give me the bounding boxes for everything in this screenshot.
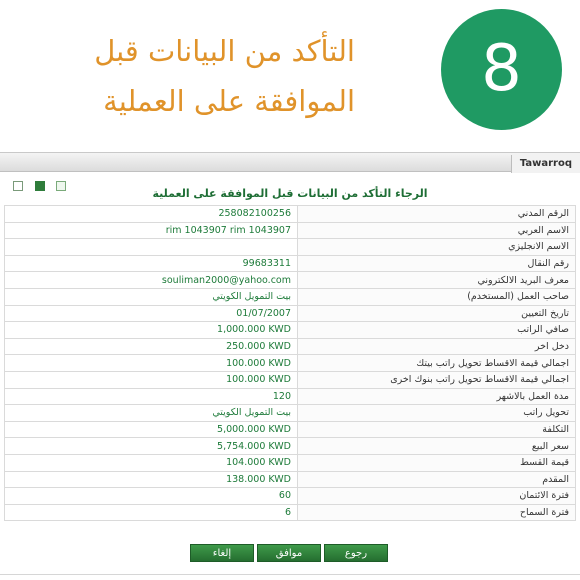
back-button[interactable]: رجوع [324,544,388,562]
table-row [5,222,576,239]
field-value: 104.000 KWD [5,454,298,471]
field-label: قيمة القسط [298,454,576,471]
field-value: 258082100256 [5,206,298,223]
field-value: 100.000 KWD [5,371,298,388]
field-label: التكلفة [298,421,576,438]
field-value: 99683311 [5,255,298,272]
field-value: 60 [5,488,298,505]
table-row [5,438,576,455]
field-label: صافي الراتب [298,322,576,339]
app-tab[interactable]: Tawarroq [511,155,580,173]
table-row [5,471,576,488]
table-row [5,239,576,256]
field-label: سعر البيع [298,438,576,455]
field-label: اجمالي قيمة الاقساط تحويل راتب بيتك [298,355,576,372]
form-title: الرجاء التأكد من البيانات قبل الموافقة على العملية [152,187,428,200]
field-label: المقدم [298,471,576,488]
table-row [5,488,576,505]
field-label: فترة الائتمان [298,488,576,505]
table-row [5,371,576,388]
field-label: الاسم العربي [298,222,576,239]
table-row [5,355,576,372]
field-label: فترة السماح [298,504,576,521]
app-window [0,150,580,580]
field-label: دخل اخر [298,338,576,355]
cancel-button[interactable]: إلغاء [190,544,254,562]
field-value: بيت التمويل الكويتي [5,405,298,422]
field-label: مدة العمل بالاشهر [298,388,576,405]
confirm-button[interactable]: موافق [257,544,321,562]
field-label: رقم النقال [298,255,576,272]
table-row [5,288,576,305]
field-label: معرف البريد الالكتروني [298,272,576,289]
instruction-banner [0,0,580,150]
field-label: الرقم المدني [298,206,576,223]
field-label: صاحب العمل (المستخدم) [298,288,576,305]
table-row [5,322,576,339]
table-row [5,421,576,438]
table-row [5,504,576,521]
field-value: 250.000 KWD [5,338,298,355]
field-value: بيت التمويل الكويتي [5,288,298,305]
table-row [5,454,576,471]
table-row [5,388,576,405]
table-row [5,405,576,422]
table-row [5,272,576,289]
banner-title-line1: التأكد من البيانات قبل [94,34,355,68]
field-value: 100.000 KWD [5,355,298,372]
field-label: الاسم الانجليزي [298,239,576,256]
table-row [5,305,576,322]
table-row [5,338,576,355]
field-label: تاريخ التعيين [298,305,576,322]
field-value: 1,000.000 KWD [5,322,298,339]
field-value: 5,000.000 KWD [5,421,298,438]
action-buttons [0,544,580,564]
details-table [4,205,576,521]
app-topbar [0,152,580,172]
field-value: 120 [5,388,298,405]
field-value: rim 1043907 rim 1043907 [5,222,298,239]
field-value [5,239,298,256]
footer-divider [0,574,580,575]
step-number-badge: 8 [441,9,562,130]
banner-title-line2: الموافقة على العملية [103,84,355,118]
field-value: 5,754.000 KWD [5,438,298,455]
field-value: 01/07/2007 [5,305,298,322]
field-value: 6 [5,504,298,521]
field-value: 138.000 KWD [5,471,298,488]
field-label: تحويل راتب [298,405,576,422]
table-row [5,206,576,223]
field-value: souliman2000@yahoo.com [5,272,298,289]
field-label: اجمالي قيمة الاقساط تحويل راتب بنوك اخرى [298,371,576,388]
table-row [5,255,576,272]
